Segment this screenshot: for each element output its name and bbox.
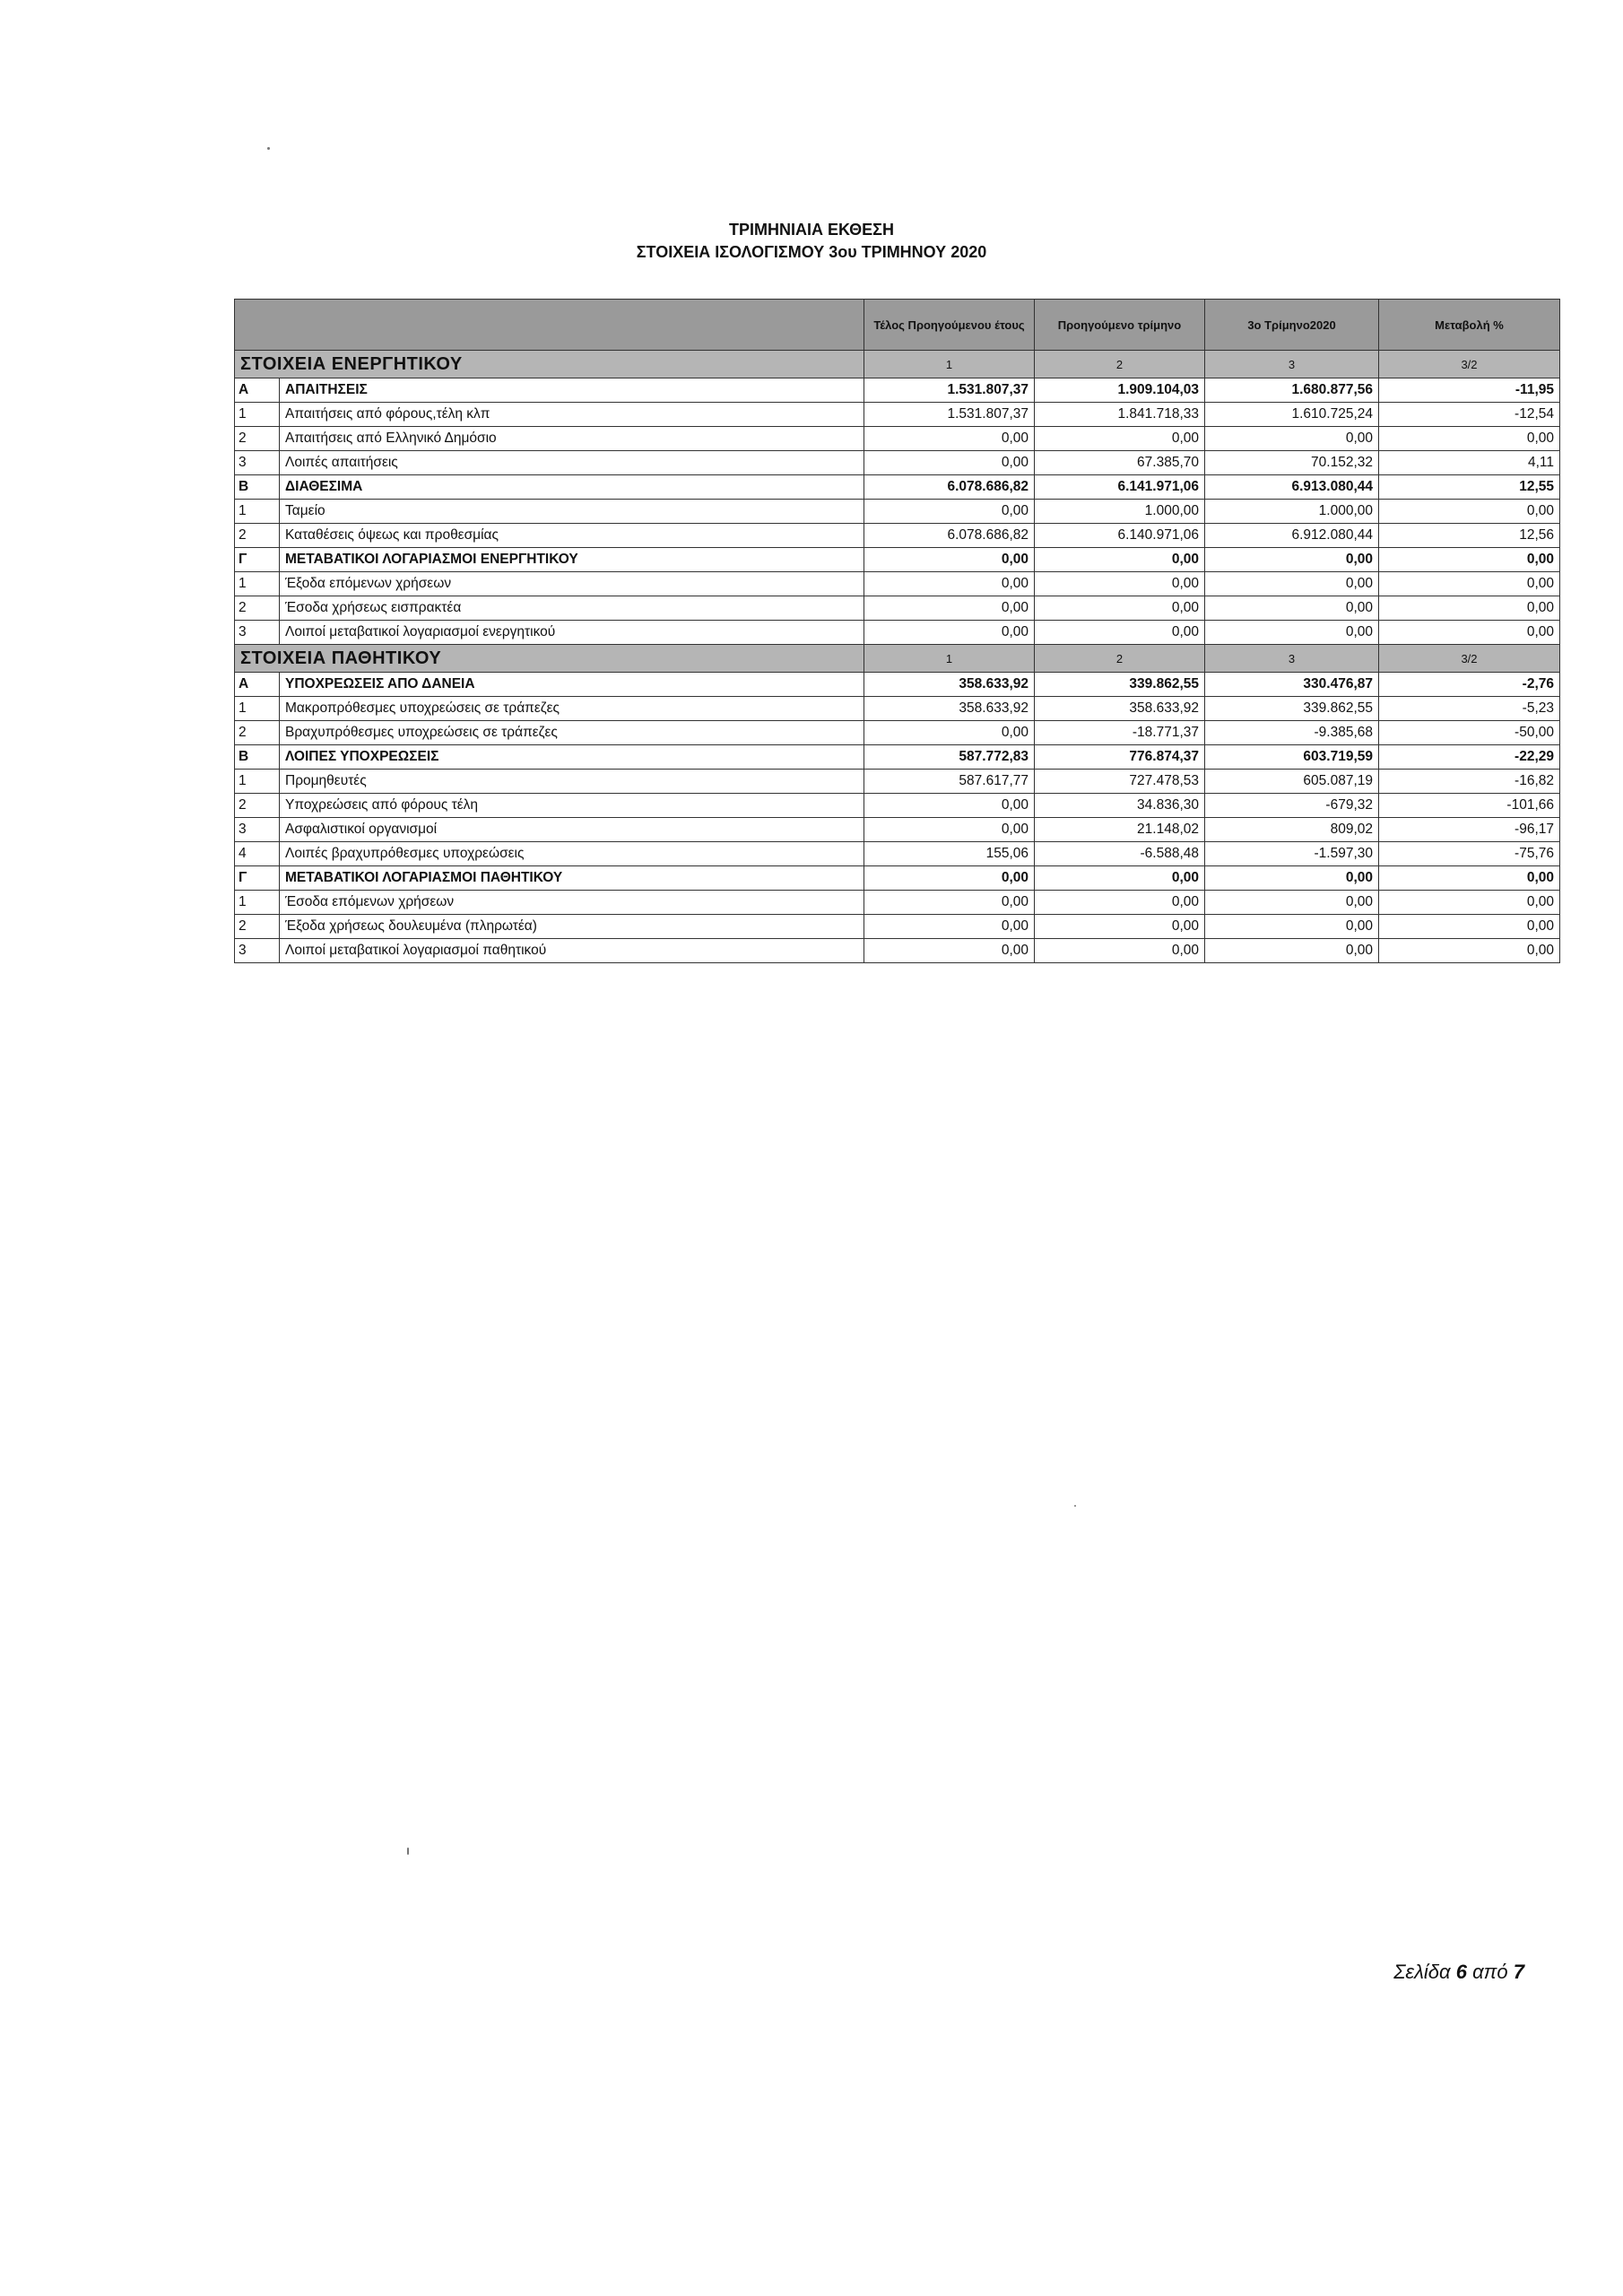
prev-year-end-value: 0,00	[864, 939, 1035, 963]
row-label: ΛΟΙΠΕΣ ΥΠΟΧΡΕΩΣΕΙΣ	[280, 745, 864, 770]
row-code: 1	[235, 891, 280, 915]
row-code: 2	[235, 915, 280, 939]
row-code: 3	[235, 451, 280, 475]
scan-speck	[267, 147, 270, 150]
table-row	[235, 915, 1560, 939]
change-percent: 12,55	[1379, 475, 1560, 500]
table-row	[235, 891, 1560, 915]
current-quarter-value: 6.912.080,44	[1205, 524, 1379, 548]
section-title: ΣΤΟΙΧΕΙΑ ΕΝΕΡΓΗΤΙΚΟΥ	[235, 351, 864, 378]
prev-quarter-value: 0,00	[1035, 572, 1205, 596]
group-row	[235, 475, 1560, 500]
change-percent: 0,00	[1379, 572, 1560, 596]
prev-year-end-value: 587.617,77	[864, 770, 1035, 794]
header-blank	[235, 300, 864, 351]
change-percent: 0,00	[1379, 500, 1560, 524]
prev-year-end-value: 0,00	[864, 451, 1035, 475]
prev-quarter-value: 67.385,70	[1035, 451, 1205, 475]
prev-quarter-value: 1.841.718,33	[1035, 403, 1205, 427]
row-label: Ασφαλιστικοί οργανισμοί	[280, 818, 864, 842]
current-quarter-value: 0,00	[1205, 548, 1379, 572]
current-quarter-value: 330.476,87	[1205, 673, 1379, 697]
current-quarter-value: 339.862,55	[1205, 697, 1379, 721]
column-index: 3/2	[1379, 351, 1560, 378]
prev-quarter-value: 727.478,53	[1035, 770, 1205, 794]
row-code: 2	[235, 596, 280, 621]
prev-quarter-value: 1.000,00	[1035, 500, 1205, 524]
table-row	[235, 572, 1560, 596]
change-percent: -96,17	[1379, 818, 1560, 842]
prev-year-end-value: 0,00	[864, 891, 1035, 915]
prev-year-end-value: 0,00	[864, 548, 1035, 572]
current-quarter-value: 603.719,59	[1205, 745, 1379, 770]
report-title: ΤΡΙΜΗΝΙΑΙΑ ΕΚΘΕΣΗ	[729, 221, 894, 239]
group-row	[235, 548, 1560, 572]
current-quarter-value: 1.680.877,56	[1205, 378, 1379, 403]
current-quarter-value: -9.385,68	[1205, 721, 1379, 745]
change-percent: -2,76	[1379, 673, 1560, 697]
prev-year-end-value: 6.078.686,82	[864, 475, 1035, 500]
table-row	[235, 842, 1560, 866]
row-label: Έξοδα χρήσεως δουλευμένα (πληρωτέα)	[280, 915, 864, 939]
column-header: Τέλος Προηγούμενου έτους	[864, 300, 1035, 351]
page-label: Σελίδα	[1393, 1961, 1451, 1983]
row-code: Β	[235, 475, 280, 500]
current-quarter-value: 6.913.080,44	[1205, 475, 1379, 500]
prev-quarter-value: 776.874,37	[1035, 745, 1205, 770]
row-code: 3	[235, 939, 280, 963]
column-index: 3	[1205, 645, 1379, 673]
row-code: 2	[235, 794, 280, 818]
row-label: ΥΠΟΧΡΕΩΣΕΙΣ ΑΠΟ ΔΑΝΕΙΑ	[280, 673, 864, 697]
change-percent: -12,54	[1379, 403, 1560, 427]
column-header: Μεταβολή %	[1379, 300, 1560, 351]
change-percent: 12,56	[1379, 524, 1560, 548]
table-row	[235, 524, 1560, 548]
group-row	[235, 378, 1560, 403]
change-percent: 0,00	[1379, 621, 1560, 645]
current-page: 6	[1455, 1961, 1467, 1983]
row-label: Απαιτήσεις από φόρους,τέλη κλπ	[280, 403, 864, 427]
row-code: Α	[235, 378, 280, 403]
current-quarter-value: 0,00	[1205, 866, 1379, 891]
current-quarter-value: 0,00	[1205, 915, 1379, 939]
prev-year-end-value: 0,00	[864, 794, 1035, 818]
row-code: Γ	[235, 548, 280, 572]
table-row	[235, 818, 1560, 842]
row-label: Υποχρεώσεις από φόρους τέλη	[280, 794, 864, 818]
prev-quarter-value: 1.909.104,03	[1035, 378, 1205, 403]
row-label: Βραχυπρόθεσμες υποχρεώσεις σε τράπεζες	[280, 721, 864, 745]
table-row	[235, 721, 1560, 745]
current-quarter-value: 809,02	[1205, 818, 1379, 842]
row-label: Προμηθευτές	[280, 770, 864, 794]
prev-quarter-value: 0,00	[1035, 891, 1205, 915]
row-label: Έσοδα επόμενων χρήσεων	[280, 891, 864, 915]
group-row	[235, 866, 1560, 891]
prev-year-end-value: 358.633,92	[864, 697, 1035, 721]
prev-year-end-value: 0,00	[864, 427, 1035, 451]
prev-year-end-value: 0,00	[864, 818, 1035, 842]
prev-year-end-value: 358.633,92	[864, 673, 1035, 697]
current-quarter-value: 70.152,32	[1205, 451, 1379, 475]
section-header-row	[235, 645, 1560, 673]
change-percent: -11,95	[1379, 378, 1560, 403]
scan-speck	[1074, 1505, 1076, 1507]
change-percent: 0,00	[1379, 596, 1560, 621]
current-quarter-value: 0,00	[1205, 939, 1379, 963]
table-row	[235, 596, 1560, 621]
row-code: 1	[235, 403, 280, 427]
row-code: 3	[235, 621, 280, 645]
current-quarter-value: 1.000,00	[1205, 500, 1379, 524]
row-label: Λοιπές βραχυπρόθεσμες υποχρεώσεις	[280, 842, 864, 866]
column-index: 2	[1035, 351, 1205, 378]
prev-quarter-value: 6.140.971,06	[1035, 524, 1205, 548]
prev-quarter-value: 0,00	[1035, 548, 1205, 572]
prev-year-end-value: 0,00	[864, 596, 1035, 621]
prev-year-end-value: 0,00	[864, 621, 1035, 645]
prev-quarter-value: 339.862,55	[1035, 673, 1205, 697]
row-label: Έξοδα επόμενων χρήσεων	[280, 572, 864, 596]
current-quarter-value: 0,00	[1205, 891, 1379, 915]
column-index: 1	[864, 645, 1035, 673]
table-row	[235, 427, 1560, 451]
table-row	[235, 794, 1560, 818]
section-header-row	[235, 351, 1560, 378]
row-label: Ταμείο	[280, 500, 864, 524]
group-row	[235, 673, 1560, 697]
change-percent: 0,00	[1379, 866, 1560, 891]
row-label: ΑΠΑΙΤΗΣΕΙΣ	[280, 378, 864, 403]
column-index: 3/2	[1379, 645, 1560, 673]
table-row	[235, 451, 1560, 475]
scan-speck	[407, 1848, 409, 1855]
section-title: ΣΤΟΙΧΕΙΑ ΠΑΘΗΤΙΚΟΥ	[235, 645, 864, 673]
row-label: Καταθέσεις όψεως και προθεσμίας	[280, 524, 864, 548]
row-label: Έσοδα χρήσεως εισπρακτέα	[280, 596, 864, 621]
change-percent: 0,00	[1379, 891, 1560, 915]
prev-year-end-value: 155,06	[864, 842, 1035, 866]
balance-sheet-table	[234, 299, 1560, 963]
prev-quarter-value: 21.148,02	[1035, 818, 1205, 842]
row-code: 2	[235, 427, 280, 451]
row-code: 4	[235, 842, 280, 866]
change-percent: -16,82	[1379, 770, 1560, 794]
column-header: Προηγούμενο τρίμηνο	[1035, 300, 1205, 351]
change-percent: 0,00	[1379, 915, 1560, 939]
page-number	[1345, 1961, 1524, 1984]
current-quarter-value: 605.087,19	[1205, 770, 1379, 794]
prev-year-end-value: 1.531.807,37	[864, 403, 1035, 427]
total-pages: 7	[1513, 1961, 1524, 1983]
row-code: 2	[235, 721, 280, 745]
change-percent: -101,66	[1379, 794, 1560, 818]
row-code: 1	[235, 770, 280, 794]
prev-year-end-value: 0,00	[864, 572, 1035, 596]
prev-quarter-value: 6.141.971,06	[1035, 475, 1205, 500]
change-percent: -50,00	[1379, 721, 1560, 745]
row-label: Λοιποί μεταβατικοί λογαριασμοί ενεργητικού	[280, 621, 864, 645]
prev-quarter-value: 0,00	[1035, 866, 1205, 891]
change-percent: 0,00	[1379, 939, 1560, 963]
row-code: Β	[235, 745, 280, 770]
prev-year-end-value: 0,00	[864, 721, 1035, 745]
table-row	[235, 939, 1560, 963]
group-row	[235, 745, 1560, 770]
report-title-block	[0, 219, 1623, 264]
row-label: Λοιποί μεταβατικοί λογαριασμοί παθητικού	[280, 939, 864, 963]
row-label: Απαιτήσεις από Ελληνικό Δημόσιο	[280, 427, 864, 451]
column-index: 2	[1035, 645, 1205, 673]
table-row	[235, 621, 1560, 645]
prev-year-end-value: 0,00	[864, 915, 1035, 939]
row-code: 1	[235, 697, 280, 721]
row-label: ΔΙΑΘΕΣΙΜΑ	[280, 475, 864, 500]
prev-quarter-value: 0,00	[1035, 621, 1205, 645]
current-quarter-value: -679,32	[1205, 794, 1379, 818]
table-row	[235, 500, 1560, 524]
row-code: 3	[235, 818, 280, 842]
prev-quarter-value: 0,00	[1035, 915, 1205, 939]
change-percent: 4,11	[1379, 451, 1560, 475]
row-label: ΜΕΤΑΒΑΤΙΚΟΙ ΛΟΓΑΡΙΑΣΜΟΙ ΠΑΘΗΤΙΚΟΥ	[280, 866, 864, 891]
prev-quarter-value: 0,00	[1035, 596, 1205, 621]
column-header: 3ο Τρίμηνο2020	[1205, 300, 1379, 351]
change-percent: -5,23	[1379, 697, 1560, 721]
current-quarter-value: 0,00	[1205, 572, 1379, 596]
column-index: 3	[1205, 351, 1379, 378]
row-code: Γ	[235, 866, 280, 891]
table-row	[235, 770, 1560, 794]
prev-quarter-value: 0,00	[1035, 427, 1205, 451]
current-quarter-value: 1.610.725,24	[1205, 403, 1379, 427]
current-quarter-value: 0,00	[1205, 621, 1379, 645]
row-code: 1	[235, 572, 280, 596]
prev-year-end-value: 0,00	[864, 500, 1035, 524]
row-code: Α	[235, 673, 280, 697]
row-code: 1	[235, 500, 280, 524]
of-label: από	[1472, 1961, 1508, 1983]
report-subtitle: ΣΤΟΙΧΕΙΑ ΙΣΟΛΟΓΙΣΜΟΥ 3ου ΤΡΙΜΗΝΟΥ 2020	[636, 243, 987, 261]
prev-quarter-value: 358.633,92	[1035, 697, 1205, 721]
prev-quarter-value: -6.588,48	[1035, 842, 1205, 866]
prev-quarter-value: -18.771,37	[1035, 721, 1205, 745]
prev-quarter-value: 0,00	[1035, 939, 1205, 963]
change-percent: -75,76	[1379, 842, 1560, 866]
change-percent: 0,00	[1379, 427, 1560, 451]
row-label: Μακροπρόθεσμες υποχρεώσεις σε τράπεζες	[280, 697, 864, 721]
row-label: ΜΕΤΑΒΑΤΙΚΟΙ ΛΟΓΑΡΙΑΣΜΟΙ ΕΝΕΡΓΗΤΙΚΟΥ	[280, 548, 864, 572]
table-row	[235, 403, 1560, 427]
row-label: Λοιπές απαιτήσεις	[280, 451, 864, 475]
current-quarter-value: 0,00	[1205, 596, 1379, 621]
change-percent: 0,00	[1379, 548, 1560, 572]
row-code: 2	[235, 524, 280, 548]
prev-year-end-value: 1.531.807,37	[864, 378, 1035, 403]
prev-quarter-value: 34.836,30	[1035, 794, 1205, 818]
table-row	[235, 697, 1560, 721]
current-quarter-value: 0,00	[1205, 427, 1379, 451]
prev-year-end-value: 587.772,83	[864, 745, 1035, 770]
prev-year-end-value: 6.078.686,82	[864, 524, 1035, 548]
column-index: 1	[864, 351, 1035, 378]
current-quarter-value: -1.597,30	[1205, 842, 1379, 866]
column-header-row	[235, 300, 1560, 351]
prev-year-end-value: 0,00	[864, 866, 1035, 891]
change-percent: -22,29	[1379, 745, 1560, 770]
